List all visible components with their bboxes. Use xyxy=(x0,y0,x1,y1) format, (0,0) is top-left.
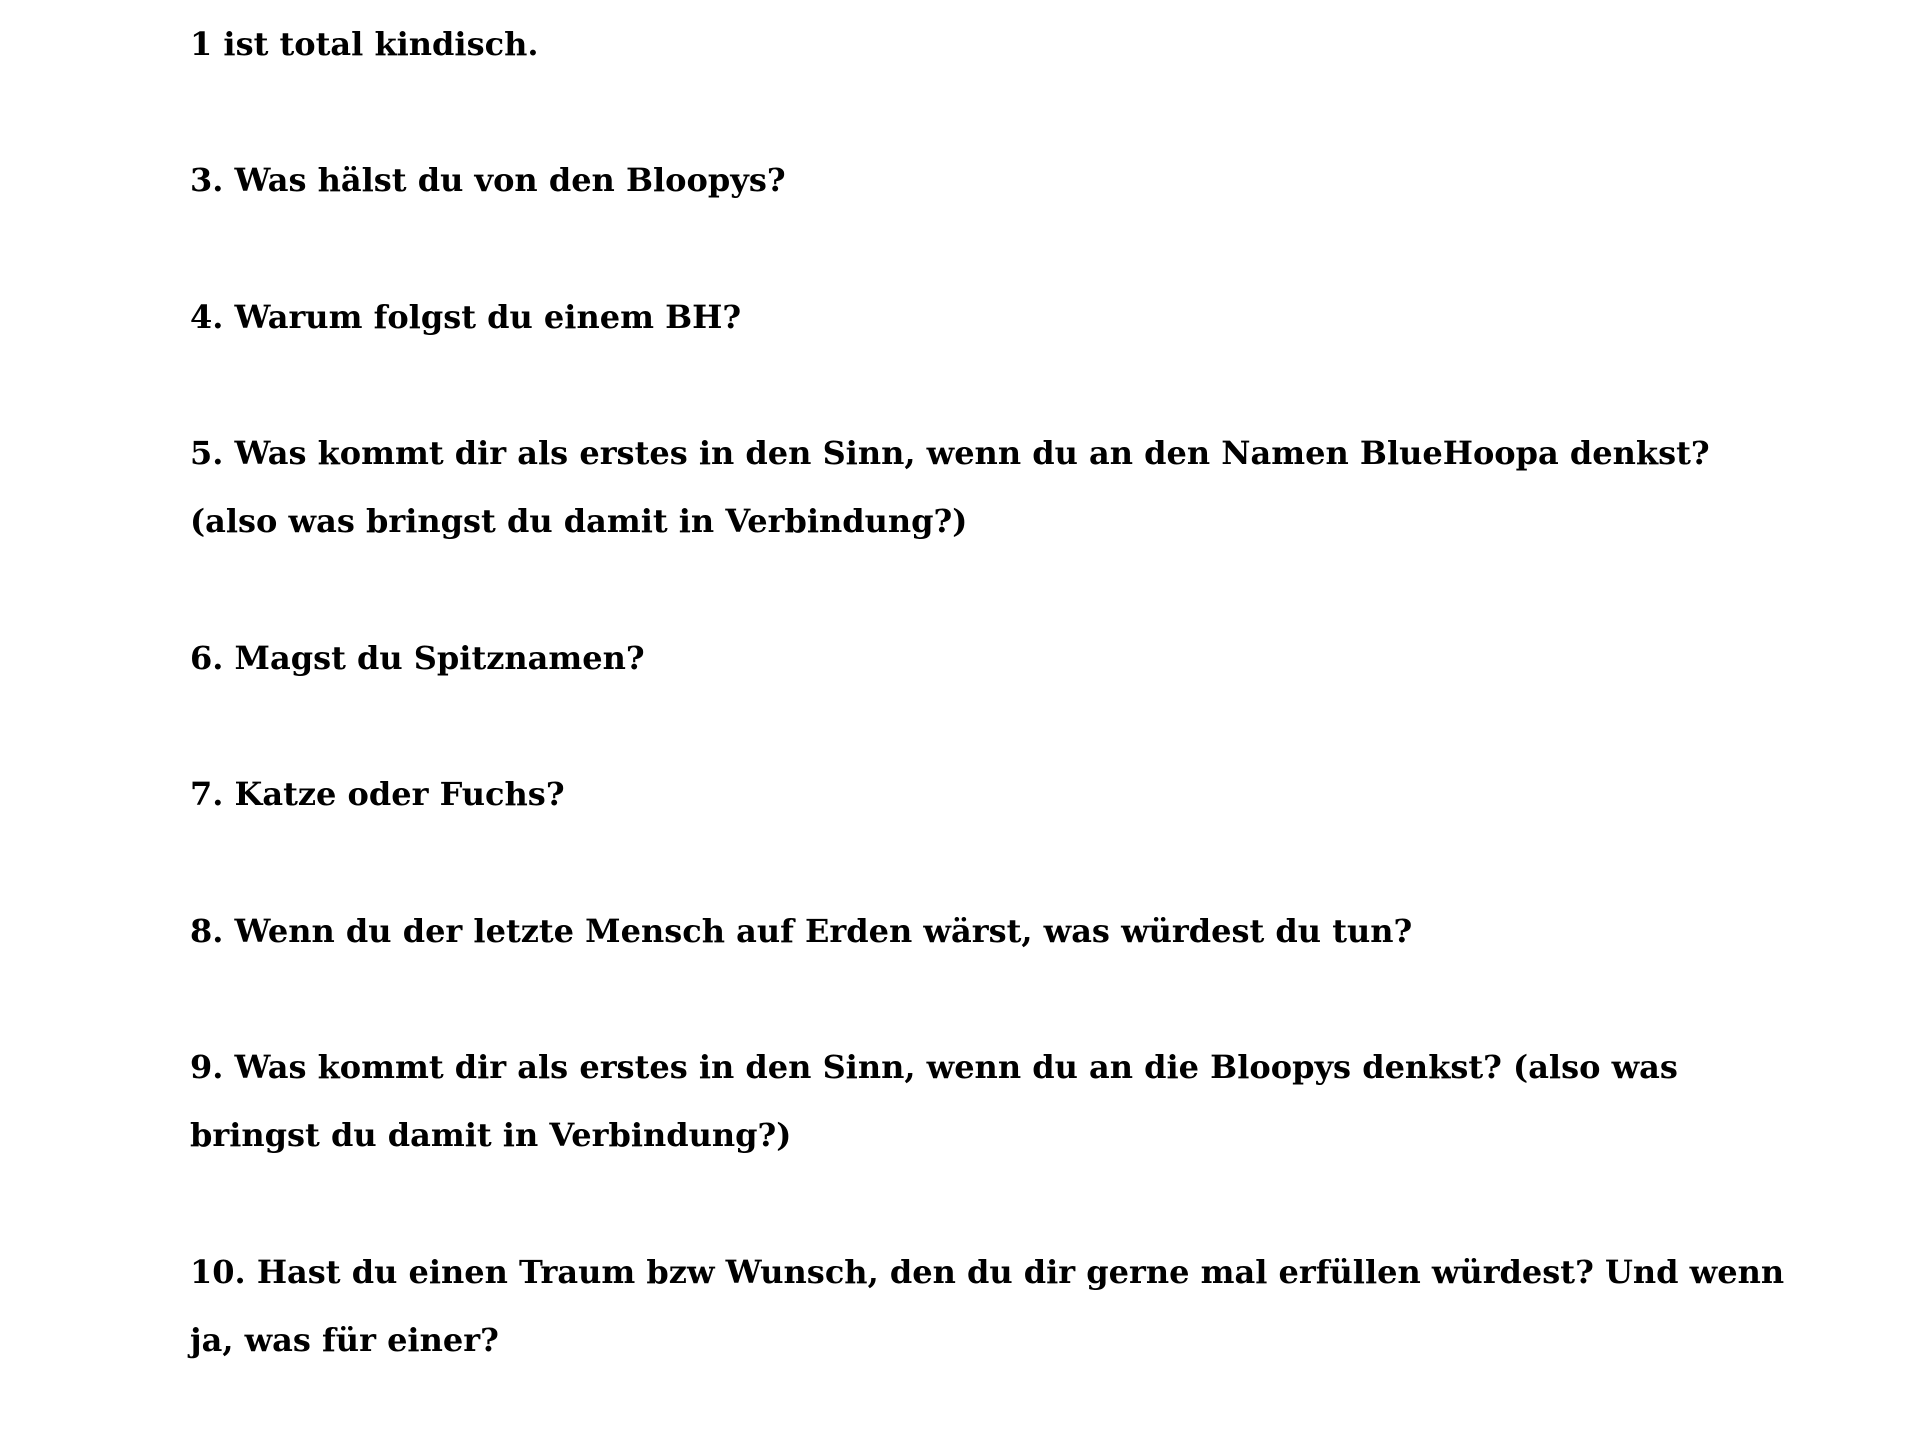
question-5-line-2: (also was bringst du damit in Verbindung?) xyxy=(190,502,968,540)
question-8: 8. Wenn du der letzte Mensch auf Erden wärst, was würdest du tun? xyxy=(190,912,1413,950)
question-4: 4. Warum folgst du einem BH? xyxy=(190,298,742,336)
text-line-q2-continuation: 1 ist total kindisch. xyxy=(190,25,539,63)
question-10-line-1: 10. Hast du einen Traum bzw Wunsch, den du dir gerne mal erfüllen würdest? Und wenn xyxy=(190,1253,1785,1291)
question-3: 3. Was hälst du von den Bloopys? xyxy=(190,161,786,199)
question-9-line-2: bringst du damit in Verbindung?) xyxy=(190,1116,792,1154)
question-10-line-2: ja, was für einer? xyxy=(190,1321,499,1359)
question-5-line-1: 5. Was kommt dir als erstes in den Sinn, wenn du an den Namen BlueHoopa denkst? xyxy=(190,434,1710,472)
question-6: 6. Magst du Spitznamen? xyxy=(190,639,645,677)
question-9-line-1: 9. Was kommt dir als erstes in den Sinn, wenn du an die Bloopys denkst? (also was xyxy=(190,1048,1678,1086)
question-7: 7. Katze oder Fuchs? xyxy=(190,775,565,813)
